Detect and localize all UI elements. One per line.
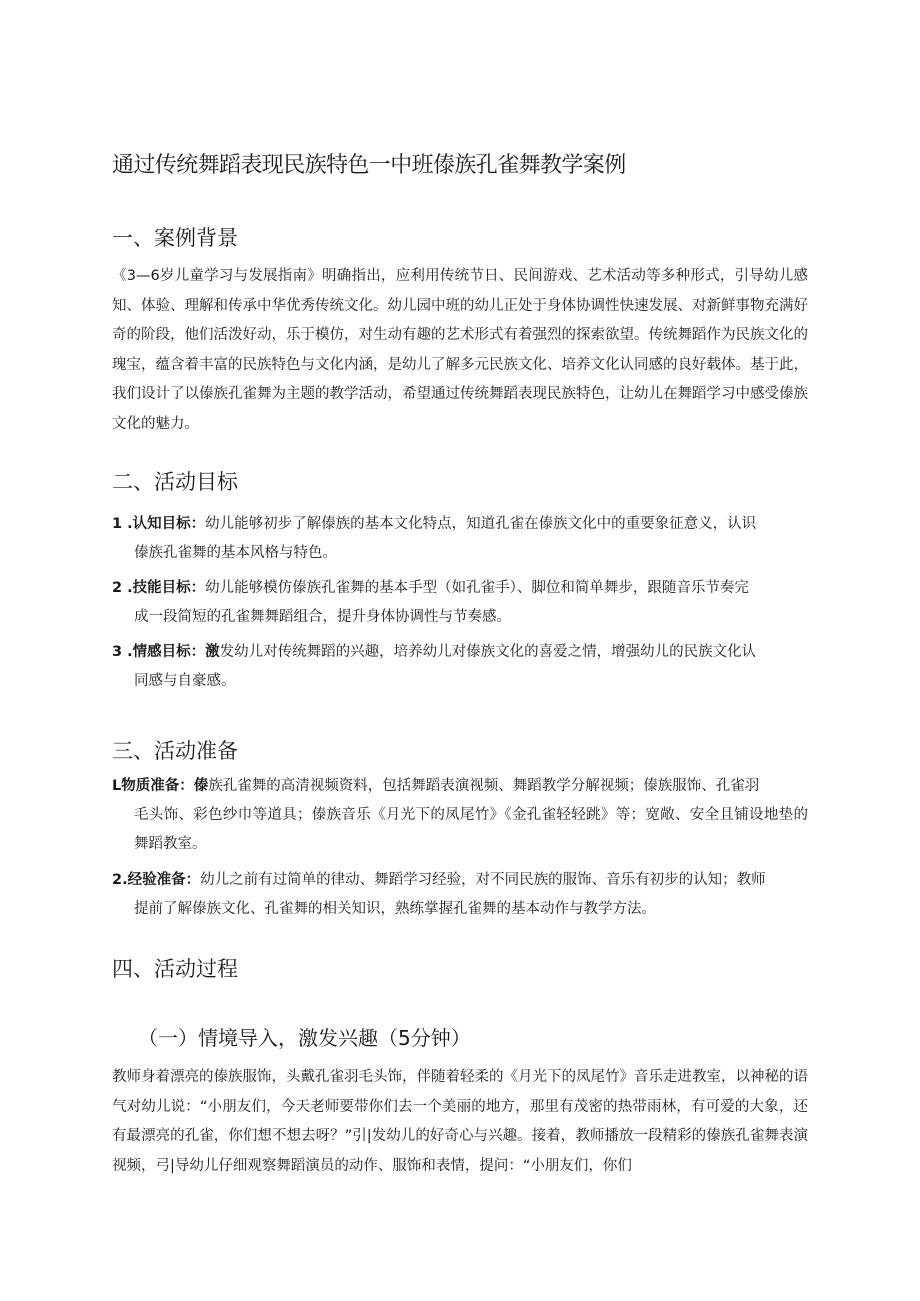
item-number: 1 .	[112, 516, 133, 532]
item-text: 幼儿能够初步了解傣族的基本文化特点，知道孔雀在傣族文化中的重要象征意义，认识	[205, 516, 757, 532]
preparation-item-experience	[112, 866, 808, 924]
item-text-continued: 提前了解傣族文化、孔雀舞的相关知识，熟练掌握孔雀舞的基本动作与教学方法。	[134, 901, 656, 917]
item-text-continued: 成一段简短的孔雀舞舞蹈组合，提升身体协调性与节奏感。	[134, 609, 511, 625]
item-label: 物质准备：傣	[121, 778, 209, 794]
item-label: 经验准备：	[127, 872, 201, 888]
item-number: L	[112, 778, 122, 794]
item-label: 认知目标：	[132, 516, 206, 532]
document-title: 通过传统舞蹈表现民族特色一中班傣族孔雀舞教学案例	[112, 153, 626, 178]
section-heading-preparation: 三、活动准备	[112, 739, 238, 763]
item-label: 技能目标：	[132, 580, 206, 596]
item-text-continued: 毛头饰、彩色纱巾等道具；傣族音乐《月光下的凤尾竹》《金孔雀轻轻跳》等；宽敞、安全且铺设地垫的舞蹈教室。	[134, 807, 808, 852]
item-text: 幼儿能够模仿傣族孔雀舞的基本手型（如孔雀手）、脚位和简单舞步，跟随音乐节奏完	[205, 580, 749, 596]
item-label: 情感目标：激	[132, 644, 220, 660]
objective-item-skill	[112, 574, 808, 632]
subsection-heading-introduction: （一）情境导入，激发兴趣（5分钟）	[138, 1026, 471, 1050]
section-heading-background: 一、案例背景	[112, 226, 238, 250]
section-heading-process: 四、活动过程	[112, 957, 238, 981]
section-heading-objectives: 二、活动目标	[112, 470, 238, 494]
item-text: 幼儿之前有过简单的律动、舞蹈学习经验，对不同民族的服饰、音乐有初步的认知；教师	[200, 872, 766, 888]
objective-item-cognitive	[112, 510, 808, 568]
introduction-paragraph: 教师身着漂亮的傣族服饰，头戴孔雀羽毛头饰，伴随着轻柔的《月光下的凤尾竹》音乐走进教室，以神秘的语气对幼儿说：“小朋友们，今天老师要带你们去一个美丽的地方，那里有茂密的热带雨林，有可爱的大象，还有最漂亮的孔雀，你们想不想去呀？”引|发幼儿的好奇心与兴趣。接着，教师播放一段精彩的傣族孔雀舞表演视频，弓|导幼儿仔细观察舞蹈演员的动作、服饰和表情，提问：“小朋友们，你们	[112, 1069, 808, 1174]
preparation-item-material	[112, 772, 808, 859]
item-text: 族孔雀舞的高清视频资料，包括舞蹈表演视频、舞蹈教学分解视频；傣族服饰、孔雀羽	[208, 778, 760, 794]
item-number: 3 .	[112, 644, 133, 660]
item-text-continued: 傣族孔雀舞的基本风格与特色。	[134, 545, 337, 561]
item-text: 发幼儿对传统舞蹈的兴趣，培养幼儿对傣族文化的喜爱之情，增强幼儿的民族文化认	[219, 644, 757, 660]
item-number: 2.	[112, 872, 128, 888]
item-number: 2 .	[112, 580, 133, 596]
objective-item-emotional	[112, 638, 808, 696]
background-paragraph: 《3—6岁儿童学习与发展指南》明确指出，应利用传统节日、民间游戏、艺术活动等多种形式，引导幼儿感知、体验、理解和传承中华优秀传统文化。幼儿园中班的幼儿正处于身体协调性快速发展、对新鲜事物充满好奇的阶段，他们活泼好动，乐于模仿，对生动有趣的艺术形式有着强烈的探索欲望。传统舞蹈作为民族文化的瑰宝，蕴含着丰富的民族特色与文化内涵，是幼儿了解多元民族文化、培养文化认同感的良好载体。基于此，我们设计了以傣族孔雀舞为主题的教学活动，希望通过传统舞蹈表现民族特色，让幼儿在舞蹈学习中感受傣族文化的魅力。	[112, 268, 808, 432]
item-text-continued: 同感与自豪感。	[134, 673, 236, 689]
